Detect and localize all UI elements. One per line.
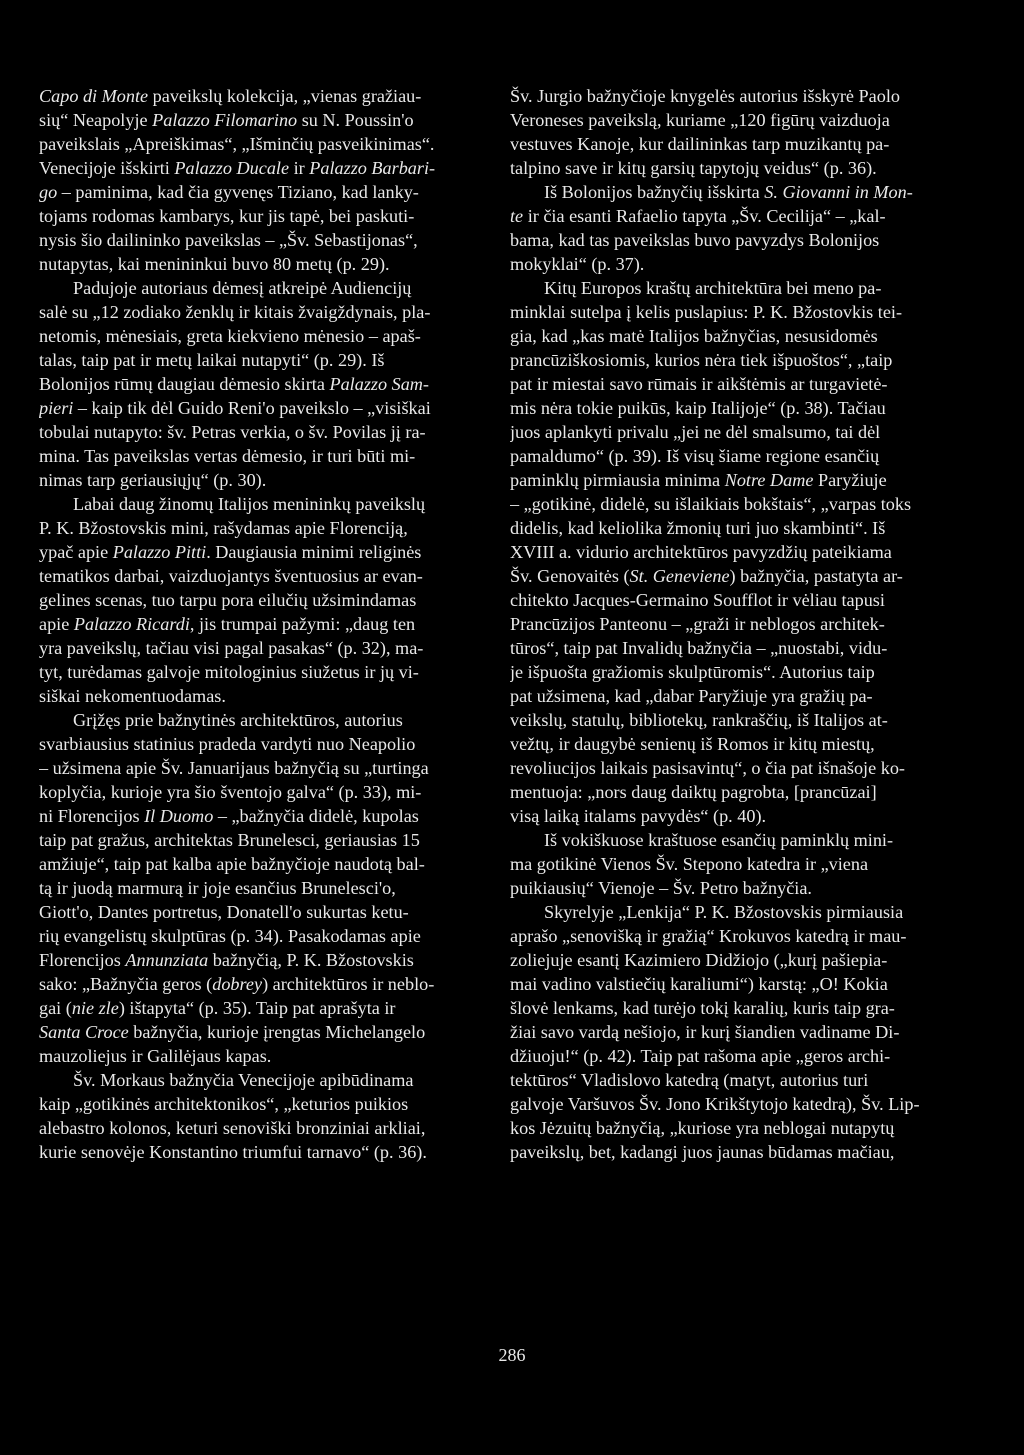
text-line: nutapytas, kai menininkui buvo 80 metų (p. 29). bbox=[39, 254, 390, 274]
text-line: salė su „12 zodiako ženklų ir kitais žvaigždynais, pla- bbox=[39, 302, 431, 322]
text-line: mis nėra tokie puikūs, kaip Italijoje“ (p. 38). Tačiau bbox=[510, 398, 886, 418]
text-line: paveikslų, bet, kadangi juos jaunas būdamas mačiau, bbox=[510, 1142, 895, 1162]
text-line: šlovė lenkams, kad turėjo tokį karalių, kuris taip gra- bbox=[510, 998, 895, 1018]
text-line: Grįžęs prie bažnytinės architektūros, autorius bbox=[73, 710, 403, 730]
text-line: Santa Croce bažnyčia, kurioje įrengtas Michelangelo bbox=[39, 1022, 426, 1042]
text-line: tą ir juodą marmurą ir joje esančius Brunelesci'o, bbox=[39, 878, 396, 898]
text-line: nimas tarp geriausiųjų“ (p. 30). bbox=[39, 470, 267, 490]
text-line: Giott'o, Dantes portretus, Donatell'o sukurtas ketu- bbox=[39, 902, 409, 922]
text-line: puikiausių“ Vienoje – Šv. Petro bažnyčia. bbox=[510, 878, 812, 898]
left-column bbox=[39, 84, 479, 1164]
text-line: Šv. Genovaitės (St. Geneviene) bažnyčia, pastatyta ar- bbox=[510, 566, 903, 586]
text-line: gelines scenas, tuo tarpu pora eilučių užsimindamas bbox=[39, 590, 417, 610]
text-line: pamaldumo“ (p. 39). Iš visų šiame regione esančių bbox=[510, 446, 880, 466]
text-line: P. K. Bžostovskis mini, rašydamas apie Florenciją, bbox=[39, 518, 408, 538]
text-line: talas, taip pat ir metų laikai nutapyti“ (p. 29). Iš bbox=[39, 350, 385, 370]
text-line: žiai savo vardą nešiojo, ir kurį šiandien vadiname Di- bbox=[510, 1022, 900, 1042]
text-line: Šv. Morkaus bažnyčia Venecijoje apibūdinama bbox=[73, 1070, 414, 1090]
text-line: Florencijos Annunziata bažnyčią, P. K. Bžostovskis bbox=[39, 950, 414, 970]
text-line: Skyrelyje „Lenkija“ P. K. Bžostovskis pirmiausia bbox=[544, 902, 904, 922]
text-line: gia, kad „kas matė Italijos bažnyčias, nesusidomės bbox=[510, 326, 878, 346]
text-line: pieri – kaip tik dėl Guido Reni'o paveikslo – „visiškai bbox=[39, 398, 431, 418]
text-line: go – paminima, kad čia gyvenęs Tiziano, kad lanky- bbox=[39, 182, 419, 202]
text-line: didelis, kad keliolika žmonių turi juo skambinti“. Iš bbox=[510, 518, 886, 538]
text-line: – užsimena apie Šv. Januarijaus bažnyčią su „turtinga bbox=[39, 758, 429, 778]
text-line: Šv. Jurgio bažnyčioje knygelės autorius išskyrė Paolo bbox=[510, 86, 900, 106]
text-line: mina. Tas paveikslas vertas dėmesio, ir turi būti mi- bbox=[39, 446, 416, 466]
text-line: Venecijoje išskirti Palazzo Ducale ir Palazzo Barbari- bbox=[39, 158, 436, 178]
text-line: yra paveikslų, tačiau visi pagal pasakas“ (p. 32), ma- bbox=[39, 638, 424, 658]
page-number: 286 bbox=[498, 1345, 526, 1365]
text-line: kurie senovėje Konstantino triumfui tarnavo“ (p. 36). bbox=[39, 1142, 427, 1162]
text-line: mentuoja: „nors daug daiktų pagrobta, [prancūzai] bbox=[510, 782, 877, 802]
text-line: minklai sutelpa į kelis puslapius: P. K. Bžostovkis tei- bbox=[510, 302, 903, 322]
text-line: amžiuje“, taip pat kalba apie bažnyčioje naudotą bal- bbox=[39, 854, 425, 874]
text-line: džiuoju!“ (p. 42). Taip pat rašoma apie „geros archi- bbox=[510, 1046, 891, 1066]
text-line: visą laiką italams pavydės“ (p. 40). bbox=[510, 806, 767, 826]
text-line: Prancūzijos Panteonu – „graži ir neblogos architek- bbox=[510, 614, 885, 634]
text-line: kaip „gotikinės architektonikos“, „keturios puikios bbox=[39, 1094, 409, 1114]
text-line: ma gotikinė Vienos Šv. Stepono katedra ir „viena bbox=[510, 854, 869, 874]
text-line: vestuves Kanoje, kur dailininkas tarp muzikantų pa- bbox=[510, 134, 890, 154]
text-line: pat ir miestai savo rūmais ir aikštėmis ar turgavietė- bbox=[510, 374, 888, 394]
text-line: mokyklai“ (p. 37). bbox=[510, 254, 645, 274]
text-line: tobulai nutapyto: šv. Petras verkia, o šv. Povilas jį ra- bbox=[39, 422, 426, 442]
text-line: netomis, mėnesiais, greta kiekvieno mėnesio – apaš- bbox=[39, 326, 421, 346]
text-line: Kitų Europos kraštų architektūra bei meno pa- bbox=[544, 278, 882, 298]
text-line: tojams rodomas kambarys, kur jis tapė, bei paskuti- bbox=[39, 206, 415, 226]
text-line: kos Jėzuitų bažnyčią, „kuriose yra neblogai nutapytų bbox=[510, 1118, 895, 1138]
text-line: revoliucijos laikais pasisavintų“, o čia pat išnašoje ko- bbox=[510, 758, 905, 778]
text-line: Labai daug žinomų Italijos menininkų paveikslų bbox=[73, 494, 426, 514]
text-line: zoliejuje esantį Kazimiero Didžiojo („kurį pašiepia- bbox=[510, 950, 888, 970]
text-line: tyt, turėdamas galvoje mitologinius siužetus ir jų vi- bbox=[39, 662, 419, 682]
text-line: veikslų, statulų, bibliotekų, rankraščių, iš Italijos at- bbox=[510, 710, 888, 730]
text-line: paminklų pirmiausia minima Notre Dame Paryžiuje bbox=[510, 470, 887, 490]
text-line: XVIII a. vidurio architektūros pavyzdžių pateikiama bbox=[510, 542, 892, 562]
text-line: rių evangelistų skulptūras (p. 34). Pasakodamas apie bbox=[39, 926, 421, 946]
text-line: sako: „Bažnyčia geros (dobrey) architektūros ir neblo- bbox=[39, 974, 435, 994]
text-line: vežtų, ir daugybė senienų iš Romos ir kitų miestų, bbox=[510, 734, 875, 754]
text-line: gai (nie zle) ištapyta“ (p. 35). Taip pat aprašyta ir bbox=[39, 998, 396, 1018]
text-line: tematikos darbai, vaizduojantys šventuosius ar evan- bbox=[39, 566, 423, 586]
text-line: je išpuošta gražiomis skulptūromis“. Autorius taip bbox=[510, 662, 875, 682]
text-line: koplyčia, kurioje yra šio šventojo galva“ (p. 33), mi- bbox=[39, 782, 422, 802]
right-column bbox=[510, 84, 950, 1164]
text-line: Iš vokiškuose kraštuose esančių paminklų mini- bbox=[544, 830, 894, 850]
text-line: svarbiausius statinius pradeda vardyti nuo Neapolio bbox=[39, 734, 416, 754]
text-line: prancūziškosiomis, kurios nėra tiek išpuoštos“, „taip bbox=[510, 350, 893, 370]
text-line: chitekto Jacques-Germaino Soufflot ir vėliau tapusi bbox=[510, 590, 885, 610]
text-line: Iš Bolonijos bažnyčių išskirta S. Giovanni in Mon- bbox=[544, 182, 913, 202]
text-line: tektūros“ Vladislovo katedrą (matyt, autorius turi bbox=[510, 1070, 869, 1090]
text-line: talpino save ir kitų garsių tapytojų veidus“ (p. 36). bbox=[510, 158, 877, 178]
text-line: ypač apie Palazzo Pitti. Daugiausia minimi religinės bbox=[39, 542, 422, 562]
text-line: sių“ Neapolyje Palazzo Filomarino su N. Poussin'o bbox=[39, 110, 414, 130]
text-line: siškai nekomentuodamas. bbox=[39, 686, 226, 706]
text-line: taip pat gražus, architektas Brunelesci, geriausias 15 bbox=[39, 830, 420, 850]
text-line: nysis šio dailininko paveikslas – „Šv. Sebastijonas“, bbox=[39, 230, 418, 250]
text-line: – „gotikinė, didelė, su išlaikiais bokštais“, „varpas toks bbox=[510, 494, 912, 514]
text-line: Padujoje autoriaus dėmesį atkreipė Audiencijų bbox=[73, 278, 412, 298]
text-line: mai vadino valstiečių karaliumi“) karstą: „O! Kokia bbox=[510, 974, 888, 994]
text-line: ni Florencijos Il Duomo – „bažnyčia didelė, kupolas bbox=[39, 806, 419, 826]
text-line: paveikslais „Apreiškimas“, „Išminčių pasveikinimas“. bbox=[39, 134, 435, 154]
text-line: tūros“, taip pat Invalidų bažnyčia – „nuostabi, vidu- bbox=[510, 638, 888, 658]
text-line: pat užsimena, kad „dabar Paryžiuje yra gražių pa- bbox=[510, 686, 873, 706]
text-line: juos aplankyti privalu „jei ne dėl smalsumo, tai dėl bbox=[510, 422, 881, 442]
text-line: bama, kad tas paveikslas buvo pavyzdys Bolonijos bbox=[510, 230, 880, 250]
text-line: galvoje Varšuvos Šv. Jono Krikštytojo katedrą), Šv. Lip- bbox=[510, 1094, 920, 1114]
text-line: Veroneses paveikslą, kuriame „120 figūrų vaizduoja bbox=[510, 110, 890, 130]
text-line: alebastro kolonos, keturi senoviški bronziniai arkliai, bbox=[39, 1118, 426, 1138]
text-line: Capo di Monte paveikslų kolekcija, „vienas gražiau- bbox=[39, 86, 422, 106]
text-line: apie Palazzo Ricardi, jis trumpai pažymi: „daug ten bbox=[39, 614, 416, 634]
text-line: te ir čia esanti Rafaelio tapyta „Šv. Cecilija“ – „kal- bbox=[510, 206, 886, 226]
text-line: Bolonijos rūmų daugiau dėmesio skirta Palazzo Sam- bbox=[39, 374, 429, 394]
text-line: aprašo „senovišką ir gražią“ Krokuvos katedrą ir mau- bbox=[510, 926, 907, 946]
text-line: mauzoliejus ir Galilėjaus kapas. bbox=[39, 1046, 272, 1066]
